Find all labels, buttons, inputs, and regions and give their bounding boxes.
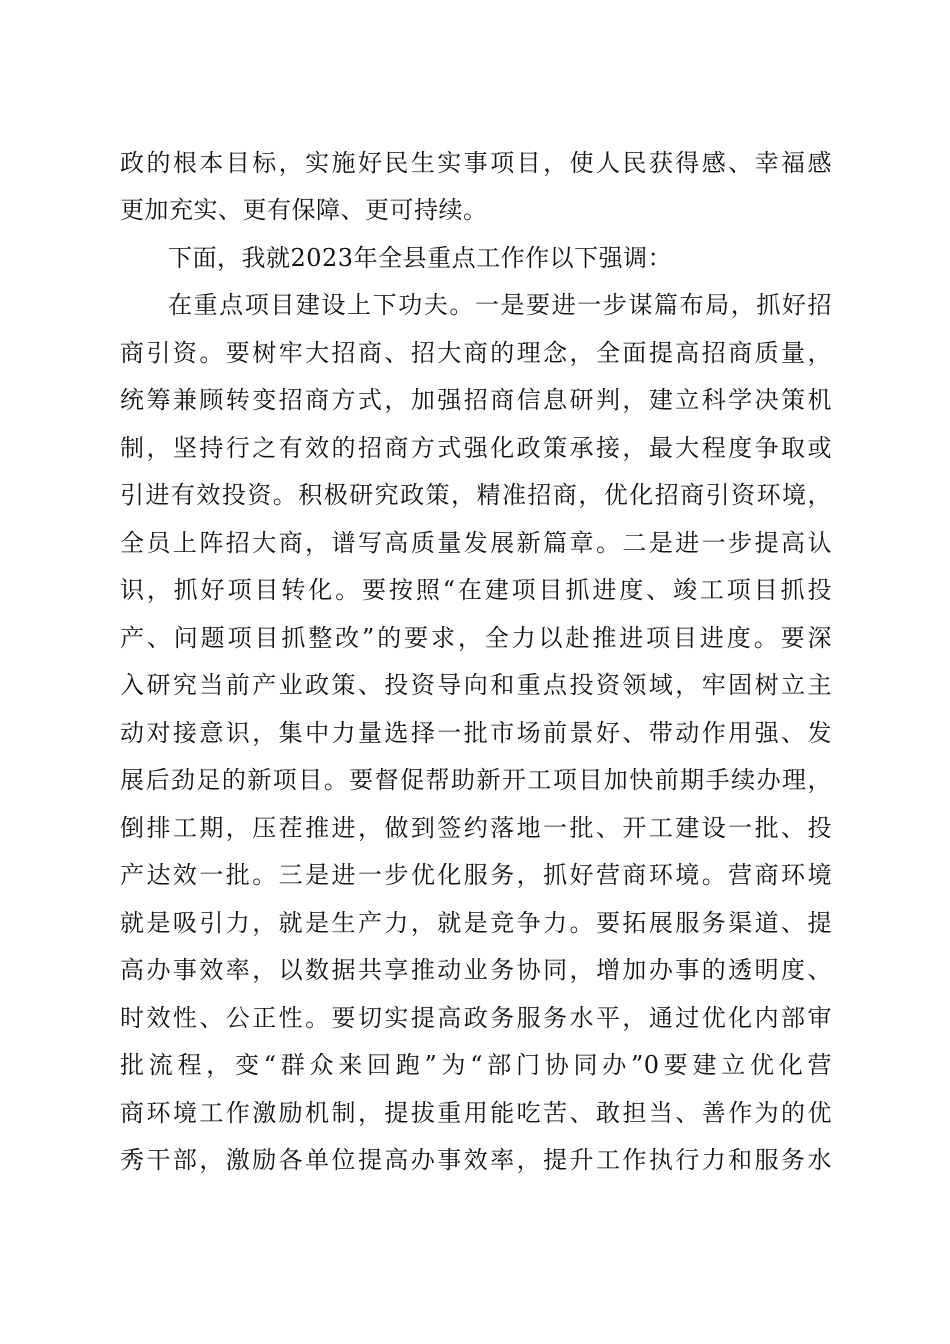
- text-line: 政的根本目标，实施好民生实事项目，使人民获得感、幸福感: [120, 149, 832, 177]
- text-line: 高办事效率，以数据共享推动业务协同，增加办事的透明度、: [120, 956, 832, 984]
- text-line: 识，抓好项目转化。要按照“在建项目抓进度、竣工项目抓投: [120, 576, 832, 604]
- text-line: 批流程，变“群众来回跑”为“部门协同办”0要建立优化营: [120, 1051, 832, 1079]
- text-line: 秀干部，激励各单位提高办事效率，提升工作执行力和服务水: [120, 1146, 832, 1174]
- text-line: 引进有效投资。积极研究政策，精准招商，优化招商引资环境，: [120, 481, 832, 509]
- text-line: 时效性、公正性。要切实提高政务服务水平，通过优化内部审: [120, 1004, 832, 1032]
- text-line: 商引资。要树牢大招商、招大商的理念，全面提高招商质量，: [120, 339, 832, 367]
- text-line: 统筹兼顾转变招商方式，加强招商信息研判，建立科学决策机: [120, 386, 832, 414]
- text-line: 商环境工作激励机制，提拔重用能吃苦、敢担当、善作为的优: [120, 1099, 832, 1127]
- text-line: 倒排工期，压茬推进，做到签约落地一批、开工建设一批、投: [120, 814, 832, 842]
- text-line: 展后劲足的新项目。要督促帮助新开工项目加快前期手续办理，: [120, 766, 832, 794]
- text-line: 在重点项目建设上下功夫。一是要进一步谋篇布局，抓好招: [168, 291, 832, 319]
- text-line: 产达效一批。三是进一步优化服务，抓好营商环境。营商环境: [120, 861, 832, 889]
- text-line: 制，坚持行之有效的招商方式强化政策承接，最大程度争取或: [120, 434, 832, 462]
- text-line: 就是吸引力，就是生产力，就是竞争力。要拓展服务渠道、提: [120, 909, 832, 937]
- text-line: 入研究当前产业政策、投资导向和重点投资领域，牢固树立主: [120, 671, 832, 699]
- text-line: 全员上阵招大商，谱写高质量发展新篇章。二是进一步提高认: [120, 529, 832, 557]
- text-line: 下面，我就2023年全县重点工作作以下强调：: [168, 244, 673, 272]
- text-line: 更加充实、更有保障、更可持续。: [120, 196, 488, 224]
- text-line: 动对接意识，集中力量选择一批市场前景好、带动作用强、发: [120, 719, 832, 747]
- text-line: 产、问题项目抓整改”的要求，全力以赴推进项目进度。要深: [120, 624, 832, 652]
